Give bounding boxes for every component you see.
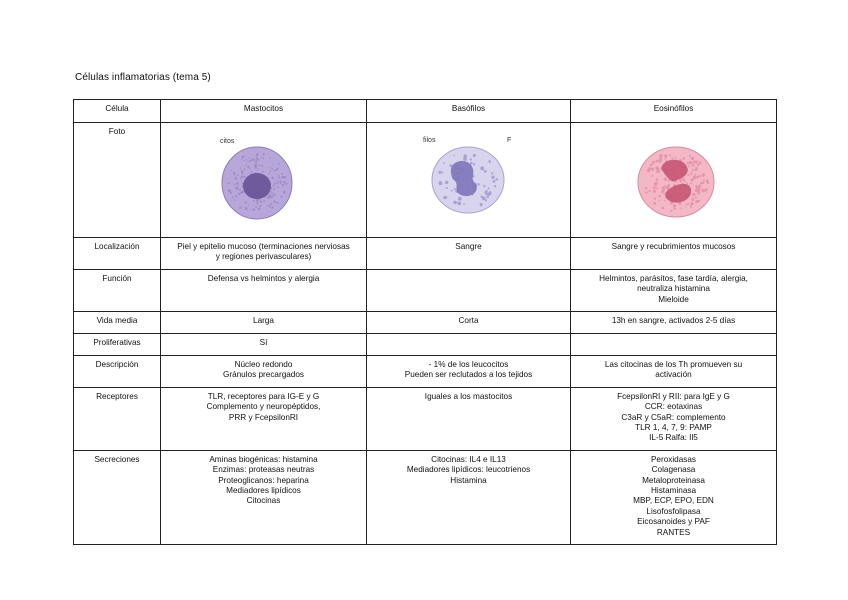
granule — [656, 182, 658, 184]
granule — [443, 163, 445, 165]
row-label-descripcion: Descripción — [74, 355, 161, 387]
granule — [645, 187, 648, 190]
granule — [236, 183, 238, 185]
granule — [658, 195, 661, 198]
granule — [240, 180, 241, 181]
granule — [664, 200, 666, 202]
granule — [240, 168, 241, 169]
granule — [242, 156, 244, 158]
granule — [655, 179, 658, 182]
granule — [654, 198, 656, 200]
table-cell — [571, 333, 777, 355]
granule — [693, 161, 696, 164]
granule — [690, 183, 692, 185]
granule — [671, 158, 673, 160]
granule — [653, 187, 656, 190]
table-cell: Aminas biogénicas: histamina Enzimas: proteasas neutras Proteoglicanos: heparina Mediadores lipídicos Citocinas — [161, 450, 367, 544]
granule — [259, 205, 261, 207]
granule — [491, 176, 494, 179]
granule — [253, 209, 255, 211]
granule — [239, 207, 241, 209]
granule — [493, 180, 496, 183]
granule — [691, 157, 694, 160]
granule — [669, 155, 671, 157]
granule — [442, 172, 444, 174]
granule — [243, 176, 245, 178]
granule — [240, 192, 242, 194]
granule — [276, 181, 278, 183]
table-cell: Sangre y recubrimientos mucosos — [571, 237, 777, 269]
granule — [273, 188, 275, 190]
granule — [692, 164, 695, 167]
granule — [656, 188, 658, 190]
granule — [280, 181, 281, 182]
granule — [478, 183, 480, 185]
granule — [273, 165, 274, 166]
granule — [651, 175, 653, 177]
granule — [271, 177, 273, 179]
granule — [664, 158, 666, 160]
table-cell: Defensa vs helmintos y alergia — [161, 269, 367, 311]
granule — [438, 182, 442, 186]
granule — [234, 184, 235, 185]
basofilo-image — [429, 143, 507, 215]
granule — [255, 160, 257, 162]
granule — [269, 206, 271, 208]
granule — [247, 166, 249, 168]
granule — [470, 159, 472, 161]
granule — [695, 200, 698, 203]
granule — [675, 157, 677, 159]
granule — [690, 206, 692, 208]
granule — [251, 171, 252, 172]
granule — [688, 166, 690, 168]
granule — [692, 193, 695, 196]
granule — [700, 182, 703, 185]
granule — [282, 185, 284, 187]
granule — [269, 167, 270, 168]
granule — [664, 155, 667, 158]
granule — [473, 163, 475, 165]
granule — [483, 185, 485, 187]
table-cell: Peroxidasas Colagenasa Metaloproteinasa Histaminasa MBP, ECP, EPO, EDN Lisofosfolipasa Eicosanoides y PAF RANTES — [571, 450, 777, 544]
granule — [650, 164, 653, 167]
table-row — [74, 311, 777, 333]
granule — [668, 180, 670, 182]
granule — [230, 192, 232, 194]
granule — [278, 175, 279, 176]
granule — [488, 188, 490, 190]
granule — [697, 192, 700, 195]
granule — [693, 176, 697, 180]
granule — [699, 175, 701, 177]
table-cell: Piel y epitelio mucoso (terminaciones nerviosas y regiones perivasculares) — [161, 237, 367, 269]
granule — [269, 194, 270, 195]
granule — [231, 170, 232, 171]
granule — [658, 171, 661, 174]
granule — [276, 168, 278, 170]
granule — [667, 186, 670, 189]
granule — [235, 200, 236, 201]
granule — [274, 183, 276, 185]
header-cell-celula: Célula — [74, 100, 161, 123]
granule — [268, 195, 270, 197]
table-cell: Helmintos, parásitos, fase tardía, alergia, neutraliza histamina Mieloide — [571, 269, 777, 311]
table-cell — [367, 333, 571, 355]
granule — [659, 154, 662, 157]
granule — [273, 185, 275, 187]
granule — [485, 200, 487, 202]
granule — [278, 187, 280, 189]
granule — [261, 158, 262, 159]
granule — [484, 170, 487, 173]
granule — [242, 171, 243, 172]
granule — [656, 160, 659, 163]
granule — [247, 161, 248, 162]
table-cell: TLR, receptores para IG-E y G Complemento y neuropéptidos, PRR y FcepsilonRI — [161, 387, 367, 450]
granule — [228, 183, 230, 185]
granule — [246, 159, 247, 160]
granule — [270, 158, 271, 159]
granule — [485, 190, 488, 193]
granule — [653, 202, 656, 205]
table-row — [74, 237, 777, 269]
granule — [691, 172, 693, 174]
granule — [463, 203, 465, 205]
granule — [697, 164, 700, 167]
granule — [457, 202, 461, 206]
granule — [480, 203, 483, 206]
table-cell: Sangre — [367, 237, 571, 269]
granule — [446, 187, 448, 189]
granule — [253, 200, 255, 202]
granule — [249, 160, 251, 162]
granule — [480, 196, 482, 198]
mastocito-image-crop-text: citos — [220, 138, 235, 146]
granule — [262, 158, 264, 160]
granule — [244, 161, 245, 162]
table-cell: Las citocinas de los Th promueven su activación — [571, 355, 777, 387]
table-row — [74, 333, 777, 355]
photo-cell-basofilos — [367, 123, 571, 238]
granule — [689, 161, 692, 164]
granule — [683, 180, 685, 182]
basofilo-image-crop-text-right: F — [507, 137, 512, 145]
granule — [271, 169, 273, 171]
granule — [703, 179, 705, 181]
granule — [257, 159, 259, 161]
granule — [245, 202, 247, 204]
granule — [230, 190, 231, 191]
table-row — [74, 355, 777, 387]
granule — [690, 203, 693, 206]
row-label-secreciones: Secreciones — [74, 450, 161, 544]
granule — [488, 192, 491, 195]
granule — [699, 162, 702, 165]
granule — [464, 154, 466, 156]
granule — [276, 202, 278, 204]
granule — [244, 169, 246, 171]
granule — [453, 201, 457, 205]
granule — [256, 154, 258, 156]
granule — [480, 167, 484, 171]
granule — [245, 165, 246, 166]
row-label-vida-media: Vida media — [74, 311, 161, 333]
granule — [248, 157, 249, 158]
granule — [277, 177, 278, 178]
granule — [274, 195, 275, 196]
table-cell: FcepsilonRI y RII: para IgE y G CCR: eotaxinas C3aR y C5aR: complemento TLR 1, 4, 7, 9: PAMP IL-5 Ralfa: Il5 — [571, 387, 777, 450]
granule — [248, 205, 249, 206]
granule — [270, 204, 272, 206]
granule — [280, 183, 281, 184]
inflammatory-cells-table — [73, 99, 777, 545]
granule — [695, 185, 697, 187]
granule — [283, 191, 286, 194]
granule — [279, 177, 281, 179]
granule — [695, 167, 698, 170]
granule — [702, 174, 705, 177]
granule — [686, 182, 688, 184]
basofilo-image-crop-text-left: filos — [423, 137, 436, 145]
header-cell-mastocitos: Mastocitos — [161, 100, 367, 123]
granule — [458, 197, 462, 201]
table-cell — [367, 269, 571, 311]
granule — [235, 188, 237, 190]
granule — [484, 198, 486, 200]
granule — [258, 199, 260, 201]
granule — [258, 208, 260, 210]
granule — [661, 207, 664, 210]
granule — [445, 181, 449, 185]
granule — [690, 174, 692, 176]
granule — [488, 161, 491, 164]
granule — [494, 185, 496, 187]
granule — [254, 166, 255, 167]
granule — [662, 190, 665, 193]
granule — [673, 205, 676, 208]
granule — [233, 172, 235, 174]
granule — [695, 174, 697, 176]
table-cell: 13h en sangre, activados 2-5 días — [571, 311, 777, 333]
granule — [232, 197, 234, 199]
header-row — [74, 100, 777, 123]
header-cell-eosinofilos: Eosinófilos — [571, 100, 777, 123]
granule — [257, 169, 259, 171]
granule — [491, 173, 493, 175]
granule — [473, 154, 476, 157]
table-cell: - 1% de los leucocitos Pueden ser reclutados a los tejidos — [367, 355, 571, 387]
granule — [262, 171, 264, 173]
row-label-proliferativas: Proliferativas — [74, 333, 161, 355]
granule — [680, 208, 682, 210]
granule — [454, 188, 456, 190]
granule — [239, 189, 241, 191]
photo-cell-eosinofilos — [571, 123, 777, 238]
granule — [278, 163, 280, 165]
row-label-funcion: Función — [74, 269, 161, 311]
granule — [256, 202, 258, 204]
granule — [705, 189, 708, 192]
granule — [245, 208, 248, 211]
granule — [495, 178, 498, 181]
granule — [707, 182, 710, 185]
granule — [451, 190, 453, 192]
granule — [443, 197, 446, 200]
granule — [259, 202, 260, 203]
granule — [702, 189, 705, 192]
granule — [238, 189, 240, 191]
granule — [674, 208, 676, 210]
header-cell-basofilos: Basófilos — [367, 100, 571, 123]
granule — [249, 168, 250, 169]
granule — [283, 181, 285, 183]
granule — [259, 165, 261, 167]
table-cell: Corta — [367, 311, 571, 333]
granule — [271, 192, 272, 193]
granule — [237, 175, 238, 176]
granule — [263, 201, 265, 203]
granule — [485, 193, 488, 196]
granule — [645, 192, 647, 194]
granule — [683, 158, 686, 161]
granule — [261, 165, 263, 167]
granule — [664, 185, 666, 187]
eosinofilo-image — [635, 145, 717, 219]
granule — [652, 161, 655, 164]
granule — [241, 173, 243, 175]
granule — [241, 176, 243, 178]
document-title: Células inflamatorias (tema 5) — [75, 72, 211, 83]
granule — [237, 186, 239, 188]
granule — [486, 196, 489, 199]
granule — [656, 170, 658, 172]
granule — [267, 197, 269, 199]
granule — [255, 207, 257, 209]
granule — [235, 178, 238, 181]
granule — [271, 207, 273, 209]
granule — [263, 153, 264, 154]
granule — [654, 184, 657, 187]
photo-row-label: Foto — [74, 123, 161, 238]
granule — [241, 159, 243, 161]
granule — [267, 205, 269, 207]
granule — [274, 201, 276, 203]
table-cell: Iguales a los mastocitos — [367, 387, 571, 450]
granule — [670, 210, 672, 212]
table-cell: Citocinas: IL4 e IL13 Mediadores lipídicos: leucotrienos Histamina — [367, 450, 571, 544]
granule — [658, 200, 660, 202]
granule — [256, 199, 259, 202]
table-cell: Larga — [161, 311, 367, 333]
granule — [659, 158, 662, 161]
granule — [689, 155, 691, 157]
granule — [651, 168, 654, 171]
granule — [238, 193, 240, 195]
granule — [270, 171, 272, 173]
granule — [453, 155, 455, 157]
photo-row — [74, 123, 777, 238]
granule — [272, 196, 274, 198]
granule — [470, 162, 473, 165]
granule — [235, 196, 237, 198]
granule — [685, 204, 687, 206]
mastocito-image — [220, 141, 294, 221]
table-row — [74, 387, 777, 450]
granule — [648, 190, 650, 192]
photo-cell-mastocitos — [161, 123, 367, 238]
granule — [285, 183, 287, 185]
granule — [281, 173, 283, 175]
granule — [687, 174, 689, 176]
granule — [281, 197, 283, 199]
granule — [277, 182, 279, 184]
granule — [653, 190, 656, 193]
granule — [686, 162, 689, 165]
table-row — [74, 450, 777, 544]
table-cell: Sí — [161, 333, 367, 355]
granule — [696, 176, 699, 179]
row-label-localizacion: Localización — [74, 237, 161, 269]
table-cell: Núcleo redondo Gránulos precargados — [161, 355, 367, 387]
row-label-receptores: Receptores — [74, 387, 161, 450]
granule — [687, 203, 689, 205]
granule — [692, 169, 694, 171]
table-row — [74, 269, 777, 311]
granule — [695, 197, 697, 199]
granule — [268, 173, 269, 174]
granule — [664, 178, 668, 182]
granule — [438, 171, 441, 174]
granule — [252, 159, 255, 162]
granule — [692, 198, 694, 200]
granule — [284, 177, 286, 179]
granule — [647, 169, 650, 172]
